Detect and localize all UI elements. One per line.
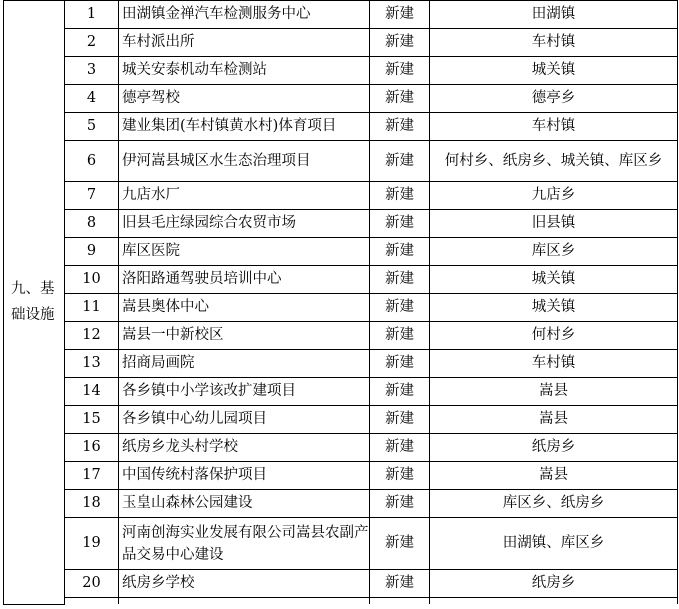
project-location: 城关镇 (430, 294, 678, 322)
table-row (4, 141, 678, 182)
table-row (4, 570, 678, 598)
row-number: 13 (65, 350, 119, 378)
category-cell (4, 1, 65, 605)
category-label-line1: 九、基 (11, 281, 55, 298)
table-row (4, 406, 678, 434)
project-type: 新建 (370, 141, 430, 182)
empty-cell (370, 598, 430, 605)
project-name: 玉皇山森林公园建设 (119, 490, 370, 518)
project-location: 车村镇 (430, 113, 678, 141)
table-row (4, 113, 678, 141)
project-type: 新建 (370, 266, 430, 294)
project-name: 河南创海实业发展有限公司嵩县农副产品交易中心建设 (119, 518, 370, 570)
row-number: 2 (65, 29, 119, 57)
row-number: 16 (65, 434, 119, 462)
project-name: 嵩县一中新校区 (119, 322, 370, 350)
table-row (4, 462, 678, 490)
project-type: 新建 (370, 570, 430, 598)
project-location: 纸房乡 (430, 570, 678, 598)
table-row (4, 29, 678, 57)
project-type: 新建 (370, 322, 430, 350)
project-name: 纸房乡龙头村学校 (119, 434, 370, 462)
project-location: 田湖镇、库区乡 (430, 518, 678, 570)
project-table (3, 0, 678, 605)
project-name: 田湖镇金禅汽车检测服务中心 (119, 1, 370, 29)
project-name: 建业集团(车村镇黄水村)体育项目 (119, 113, 370, 141)
project-location: 纸房乡 (430, 434, 678, 462)
project-location: 城关镇 (430, 57, 678, 85)
row-number: 9 (65, 238, 119, 266)
table-row (4, 350, 678, 378)
row-number: 3 (65, 57, 119, 85)
row-number: 17 (65, 462, 119, 490)
project-location: 车村镇 (430, 29, 678, 57)
table-row (4, 294, 678, 322)
table-row-continuation (4, 598, 678, 605)
empty-cell (430, 598, 678, 605)
project-type: 新建 (370, 57, 430, 85)
project-type: 新建 (370, 518, 430, 570)
project-name: 洛阳路通驾驶员培训中心 (119, 266, 370, 294)
row-number: 12 (65, 322, 119, 350)
project-type: 新建 (370, 238, 430, 266)
project-location: 嵩县 (430, 406, 678, 434)
project-type: 新建 (370, 350, 430, 378)
table-row (4, 266, 678, 294)
row-number: 5 (65, 113, 119, 141)
row-number: 10 (65, 266, 119, 294)
project-type: 新建 (370, 462, 430, 490)
project-name: 招商局画院 (119, 350, 370, 378)
row-number: 7 (65, 182, 119, 210)
project-location: 库区乡、纸房乡 (430, 490, 678, 518)
project-name: 中国传统村落保护项目 (119, 462, 370, 490)
project-type: 新建 (370, 29, 430, 57)
project-type: 新建 (370, 1, 430, 29)
project-table-body (4, 1, 678, 605)
row-number: 18 (65, 490, 119, 518)
project-type: 新建 (370, 490, 430, 518)
table-row (4, 238, 678, 266)
project-name: 旧县毛庄绿园综合农贸市场 (119, 210, 370, 238)
project-location: 旧县镇 (430, 210, 678, 238)
project-location: 何村乡 (430, 322, 678, 350)
project-location: 九店乡 (430, 182, 678, 210)
table-row (4, 182, 678, 210)
project-location: 嵩县 (430, 462, 678, 490)
project-location: 车村镇 (430, 350, 678, 378)
table-row (4, 210, 678, 238)
project-location: 库区乡 (430, 238, 678, 266)
project-location: 田湖镇 (430, 1, 678, 29)
row-number: 1 (65, 1, 119, 29)
empty-cell (119, 598, 370, 605)
empty-cell (65, 598, 119, 605)
project-name: 库区医院 (119, 238, 370, 266)
table-row (4, 1, 678, 29)
row-number: 8 (65, 210, 119, 238)
project-name: 伊河嵩县城区水生态治理项目 (119, 141, 370, 182)
project-location: 城关镇 (430, 266, 678, 294)
row-number: 4 (65, 85, 119, 113)
row-number: 20 (65, 570, 119, 598)
table-row (4, 434, 678, 462)
row-number: 19 (65, 518, 119, 570)
table-row (4, 378, 678, 406)
category-label-line2: 础设施 (11, 307, 55, 324)
project-type: 新建 (370, 434, 430, 462)
project-name: 各乡镇中小学该改扩建项目 (119, 378, 370, 406)
table-row (4, 85, 678, 113)
table-row (4, 490, 678, 518)
row-number: 15 (65, 406, 119, 434)
project-location: 嵩县 (430, 378, 678, 406)
project-type: 新建 (370, 85, 430, 113)
project-name: 纸房乡学校 (119, 570, 370, 598)
project-type: 新建 (370, 182, 430, 210)
project-name: 各乡镇中心幼儿园项目 (119, 406, 370, 434)
row-number: 6 (65, 141, 119, 182)
project-location: 德亭乡 (430, 85, 678, 113)
project-location: 何村乡、纸房乡、城关镇、库区乡 (430, 141, 678, 182)
project-type: 新建 (370, 406, 430, 434)
project-name: 九店水厂 (119, 182, 370, 210)
project-name: 嵩县奥体中心 (119, 294, 370, 322)
project-name: 德亭驾校 (119, 85, 370, 113)
project-type: 新建 (370, 113, 430, 141)
project-type: 新建 (370, 378, 430, 406)
table-row (4, 518, 678, 570)
project-type: 新建 (370, 210, 430, 238)
project-name: 城关安泰机动车检测站 (119, 57, 370, 85)
table-row (4, 57, 678, 85)
project-name: 车村派出所 (119, 29, 370, 57)
table-row (4, 322, 678, 350)
row-number: 14 (65, 378, 119, 406)
project-type: 新建 (370, 294, 430, 322)
row-number: 11 (65, 294, 119, 322)
